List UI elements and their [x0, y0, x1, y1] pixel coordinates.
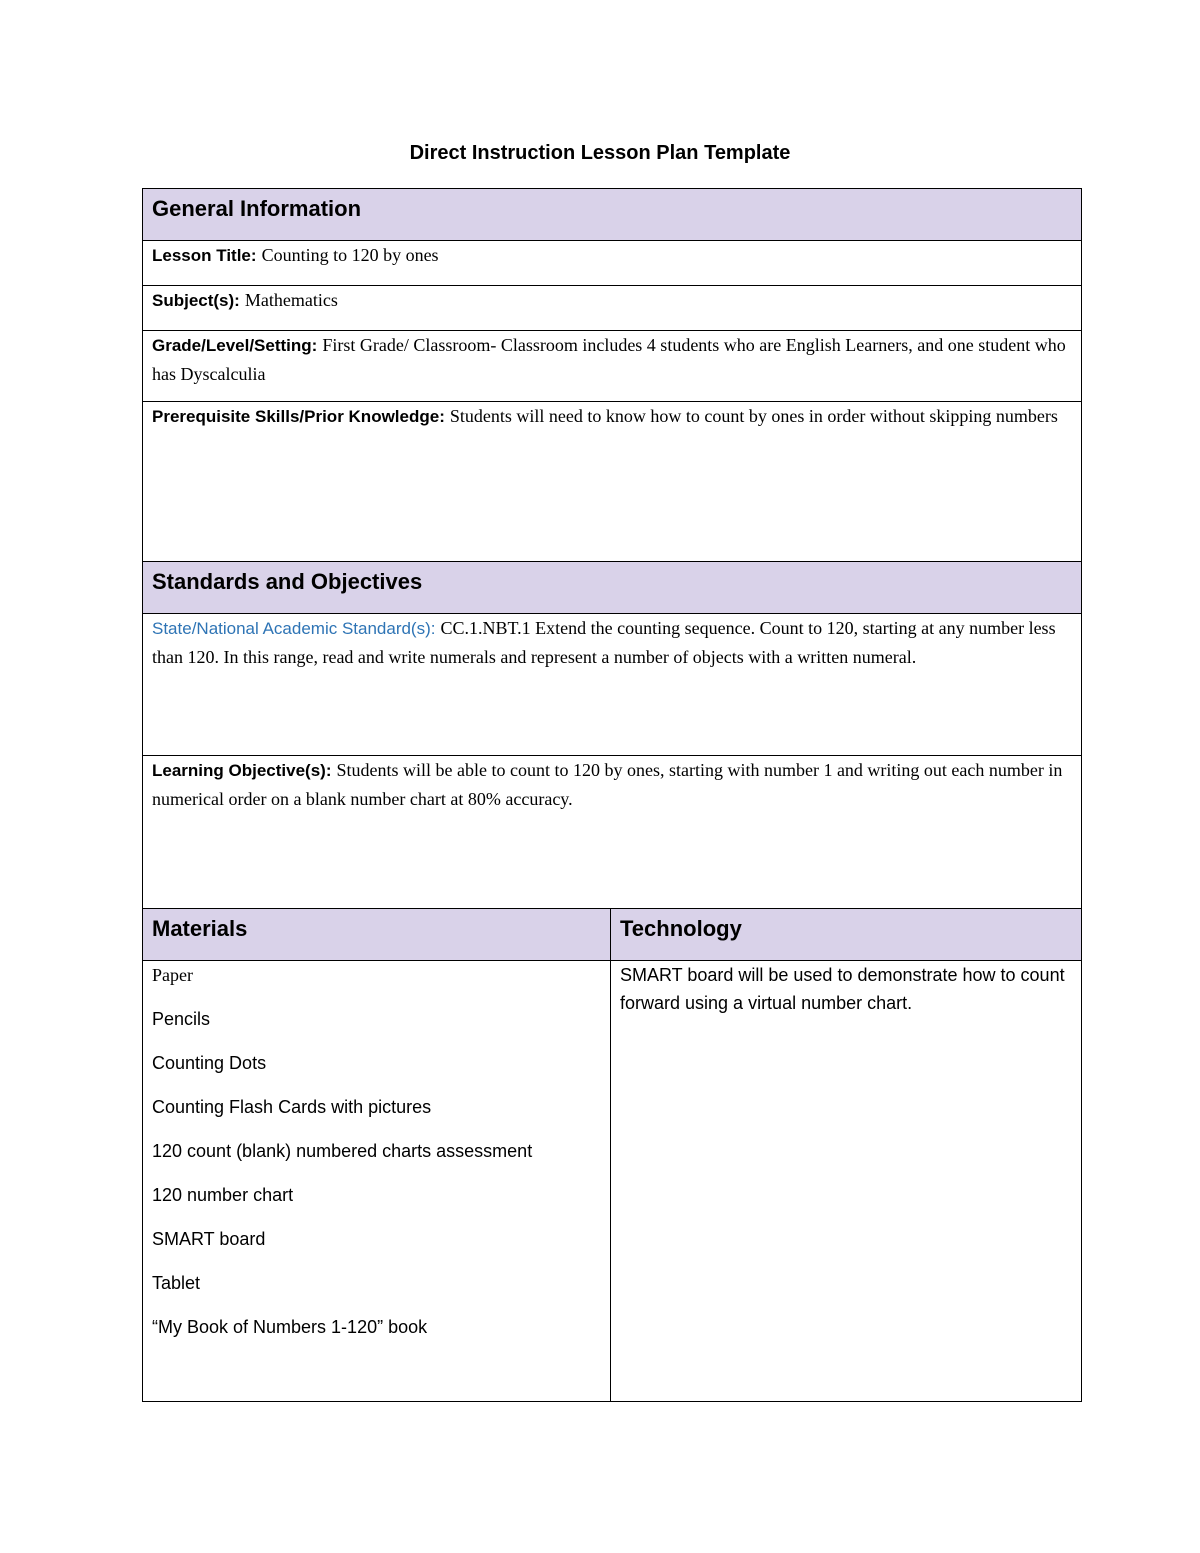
- academic-standard-value: CC.1.NBT.1 Extend the counting sequence. Count to 120, starting at any number less than 120. In this range, read and write numerals and represent a number of objects with a written numeral.: [152, 618, 1056, 667]
- prerequisite-skills-value: Students will need to know how to count by ones in order without skipping numbers: [449, 406, 1058, 426]
- academic-standard-label: State/National Academic Standard(s):: [152, 619, 436, 638]
- standards-objectives-heading: Standards and Objectives: [152, 569, 423, 594]
- general-information-heading: General Information: [152, 196, 362, 221]
- materials-technology-row: [143, 961, 1082, 1402]
- lesson-title-label: Lesson Title:: [152, 246, 257, 265]
- learning-objective-value: Students will be able to count to 120 by ones, starting with number 1 and writing out each number in numerical order on a blank number chart at 80% accuracy.: [152, 760, 1063, 809]
- materials-heading: Materials: [152, 916, 248, 941]
- list-item: Tablet: [152, 1273, 201, 1293]
- list-item: Pencils: [152, 1009, 211, 1029]
- learning-objective-label: Learning Objective(s):: [152, 761, 332, 780]
- general-information-header: [143, 189, 1082, 241]
- learning-objective-row: [143, 756, 1082, 909]
- lesson-title-value: Counting to 120 by ones: [261, 245, 439, 265]
- grade-level-setting-value: First Grade/ Classroom- Classroom includes 4 students who are English Learners, and one student who has Dyscalculia: [152, 335, 1066, 384]
- subjects-label: Subject(s):: [152, 291, 240, 310]
- technology-heading: Technology: [620, 916, 742, 941]
- materials-list: [152, 961, 601, 1341]
- list-item: 120 number chart: [152, 1185, 294, 1205]
- academic-standard-row: [143, 614, 1082, 756]
- list-item: Counting Dots: [152, 1053, 267, 1073]
- prerequisite-skills-label: Prerequisite Skills/Prior Knowledge:: [152, 407, 445, 426]
- list-item: Paper: [152, 965, 193, 985]
- list-item: 120 count (blank) numbered charts assessment: [152, 1141, 533, 1161]
- grade-level-setting-row: [143, 331, 1082, 402]
- subjects-value: Mathematics: [244, 290, 338, 310]
- materials-cell: [143, 961, 611, 1402]
- list-item: SMART board: [152, 1229, 266, 1249]
- grade-level-setting-label: Grade/Level/Setting:: [152, 336, 318, 355]
- materials-technology-header: [143, 909, 1082, 961]
- prerequisite-skills-row: [143, 402, 1082, 562]
- subjects-row: [143, 286, 1082, 331]
- list-item: Counting Flash Cards with pictures: [152, 1097, 432, 1117]
- document-title: Direct Instruction Lesson Plan Template: [409, 142, 791, 164]
- standards-objectives-header: [143, 562, 1082, 614]
- lesson-plan-table: [142, 188, 1082, 1402]
- technology-cell: [611, 961, 1082, 1402]
- list-item: “My Book of Numbers 1-120” book: [152, 1317, 428, 1337]
- lesson-title-row: [143, 241, 1082, 286]
- technology-text: SMART board will be used to demonstrate how to count forward using a virtual number chart.: [620, 965, 1065, 1013]
